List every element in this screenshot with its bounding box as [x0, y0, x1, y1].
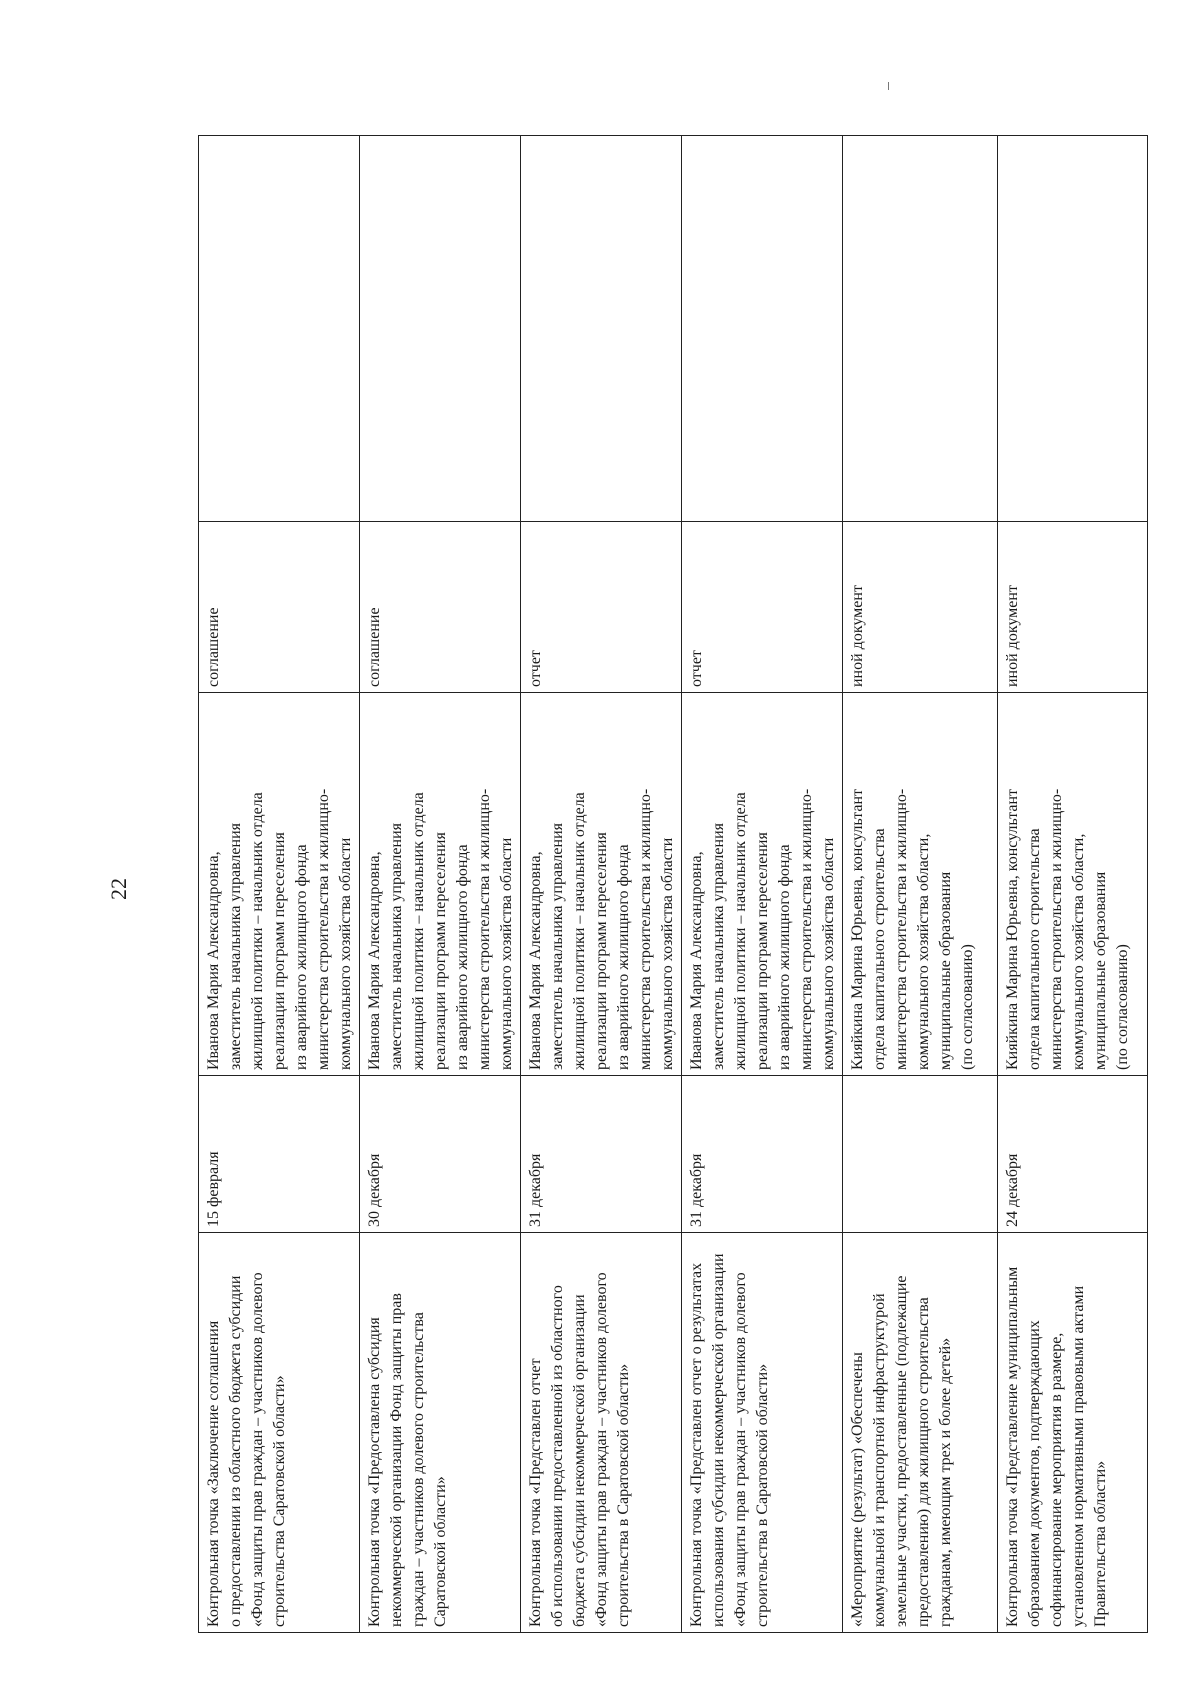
due-date-cell-text: 31 декабря — [688, 1153, 705, 1227]
cell-line: заместитель начальника управления — [549, 822, 566, 1070]
cell-line: «Мероприятие (результат) «Обеспечены — [849, 1352, 866, 1627]
document-type-cell — [682, 522, 843, 693]
cell-line: Контрольная точка «Заключение соглашения — [205, 1320, 222, 1627]
cell-line: муниципальные образования — [937, 871, 954, 1070]
table-body — [199, 136, 1148, 1633]
cell-line: заместитель начальника управления — [710, 822, 727, 1070]
due-date-cell — [843, 1076, 998, 1233]
milestone-name-cell — [521, 1233, 682, 1633]
document-type-cell-text: иной документ — [1004, 585, 1021, 687]
cell-line: использования субсидии некоммерческой организации — [710, 1253, 727, 1627]
cell-line: Контрольная точка «Представлен отчет о результатах — [688, 1262, 705, 1627]
cell-line: строительства в Саратовской области» — [754, 1363, 771, 1627]
milestone-name-cell — [360, 1233, 521, 1633]
cell-line: земельные участки, предоставленные (подлежащие — [893, 1275, 910, 1627]
empty-cell — [998, 136, 1148, 522]
scan-mark — [888, 82, 889, 90]
cell-line: гражданам, имеющим трех и более детей» — [937, 1337, 954, 1627]
due-date-cell-text: 30 декабря — [366, 1153, 383, 1227]
table-row — [843, 136, 998, 1633]
due-date-cell — [199, 1076, 360, 1233]
document-type-cell — [199, 522, 360, 693]
cell-line: Правительства области» — [1092, 1460, 1109, 1627]
milestone-name-cell — [843, 1233, 998, 1633]
cell-line: «Фонд защиты прав граждан – участников долевого — [249, 1272, 266, 1627]
cell-line: министерства строительства и жилищно- — [637, 788, 654, 1070]
cell-line: реализации программ переселения — [593, 832, 610, 1070]
empty-cell — [843, 136, 998, 522]
document-type-cell — [360, 522, 521, 693]
cell-line: заместитель начальника управления — [227, 822, 244, 1070]
rotated-page-content — [198, 136, 1148, 1633]
document-type-cell-text: иной документ — [849, 585, 866, 687]
table-row — [199, 136, 360, 1633]
cell-line: коммунального хозяйства области, — [915, 833, 932, 1070]
document-type-cell — [998, 522, 1148, 693]
cell-line: строительства в Саратовской области» — [615, 1363, 632, 1627]
cell-line: Иванова Мария Александровна, — [527, 851, 544, 1070]
cell-line: жилищной политики – начальник отдела — [410, 792, 427, 1070]
due-date-cell-text: 31 декабря — [527, 1153, 544, 1227]
cell-line: предоставлению) для жилищного строительства — [915, 1297, 932, 1627]
responsible-person-cell — [199, 693, 360, 1076]
cell-line: Кияйкина Марина Юрьевна, консультант — [849, 789, 866, 1070]
cell-line: софинансирование мероприятия в размере, — [1048, 1332, 1065, 1627]
document-type-cell — [843, 522, 998, 693]
document-type-cell-text: отчет — [688, 650, 705, 687]
responsible-person-cell — [360, 693, 521, 1076]
cell-line: Иванова Мария Александровна, — [366, 851, 383, 1070]
table-row — [521, 136, 682, 1633]
cell-line: Контрольная точка «Представлен отчет — [527, 1358, 544, 1627]
cell-line: (по согласованию) — [959, 944, 976, 1070]
due-date-cell-text: 15 февраля — [205, 1151, 222, 1227]
cell-line: жилищной политики – начальник отдела — [571, 792, 588, 1070]
cell-line: установленном нормативными правовыми актами — [1070, 1285, 1087, 1627]
cell-line: о предоставлении из областного бюджета субсидии — [227, 1275, 244, 1627]
cell-line: граждан – участников долевого строительства — [410, 1312, 427, 1627]
milestone-name-cell — [199, 1233, 360, 1633]
table-row — [682, 136, 843, 1633]
document-type-cell-text: отчет — [527, 650, 544, 687]
cell-line: бюджета субсидии некоммерческой организации — [571, 1294, 588, 1627]
cell-line: Контрольная точка «Предоставлена субсидия — [366, 1317, 383, 1627]
table-row — [360, 136, 521, 1633]
empty-cell — [521, 136, 682, 522]
cell-line: Кияйкина Марина Юрьевна, консультант — [1004, 789, 1021, 1070]
cell-line: (по согласованию) — [1114, 944, 1131, 1070]
cell-line: министерства строительства и жилищно- — [798, 788, 815, 1070]
empty-cell — [360, 136, 521, 522]
cell-line: реализации программ переселения — [754, 832, 771, 1070]
cell-line: из аварийного жилищного фонда — [776, 844, 793, 1070]
cell-line: отдела капитального строительства — [871, 828, 888, 1070]
cell-line: «Фонд защиты прав граждан – участников долевого — [593, 1272, 610, 1627]
page-number: 22 — [106, 878, 131, 900]
cell-line: Контрольная точка «Представление муниципальным — [1004, 1266, 1021, 1627]
cell-line: из аварийного жилищного фонда — [615, 844, 632, 1070]
cell-line: муниципальные образования — [1092, 871, 1109, 1070]
control-points-table — [198, 135, 1148, 1633]
document-type-cell — [521, 522, 682, 693]
cell-line: коммунальной и транспортной инфраструктурой — [871, 1293, 888, 1627]
due-date-cell — [682, 1076, 843, 1233]
table-row — [998, 136, 1148, 1633]
cell-line: коммунального хозяйства области — [659, 837, 676, 1070]
cell-line: жилищной политики – начальник отдела — [249, 792, 266, 1070]
cell-line: «Фонд защиты прав граждан – участников долевого — [732, 1272, 749, 1627]
cell-line: Иванова Мария Александровна, — [688, 851, 705, 1070]
cell-line: коммунального хозяйства области, — [1070, 833, 1087, 1070]
cell-line: отдела капитального строительства — [1026, 828, 1043, 1070]
responsible-person-cell — [682, 693, 843, 1076]
cell-line: некоммерческой организации Фонд защиты прав — [388, 1293, 405, 1627]
empty-cell — [199, 136, 360, 522]
cell-line: Саратовской области» — [432, 1476, 449, 1627]
cell-line: министерства строительства и жилищно- — [893, 788, 910, 1070]
due-date-cell — [521, 1076, 682, 1233]
cell-line: из аварийного жилищного фонда — [454, 844, 471, 1070]
responsible-person-cell — [521, 693, 682, 1076]
cell-line: коммунального хозяйства области — [820, 837, 837, 1070]
responsible-person-cell — [998, 693, 1148, 1076]
cell-line: Иванова Мария Александровна, — [205, 851, 222, 1070]
cell-line: образованием документов, подтверждающих — [1026, 1320, 1043, 1627]
cell-line: коммунального хозяйства области — [337, 837, 354, 1070]
cell-line: строительства Саратовской области» — [271, 1375, 288, 1627]
cell-line: об использовании предоставленной из областного — [549, 1285, 566, 1627]
due-date-cell — [998, 1076, 1148, 1233]
cell-line: реализации программ переселения — [432, 832, 449, 1070]
document-type-cell-text: соглашение — [205, 607, 222, 687]
cell-line: министерства строительства и жилищно- — [476, 788, 493, 1070]
due-date-cell-text: 24 декабря — [1004, 1153, 1021, 1227]
due-date-cell — [360, 1076, 521, 1233]
cell-line: заместитель начальника управления — [388, 822, 405, 1070]
cell-line: из аварийного жилищного фонда — [293, 844, 310, 1070]
cell-line: жилищной политики – начальник отдела — [732, 792, 749, 1070]
cell-line: реализации программ переселения — [271, 832, 288, 1070]
cell-line: министерства строительства и жилищно- — [315, 788, 332, 1070]
empty-cell — [682, 136, 843, 522]
cell-line: коммунального хозяйства области — [498, 837, 515, 1070]
milestone-name-cell — [682, 1233, 843, 1633]
responsible-person-cell — [843, 693, 998, 1076]
cell-line: министерства строительства и жилищно- — [1048, 788, 1065, 1070]
document-type-cell-text: соглашение — [366, 607, 383, 687]
milestone-name-cell — [998, 1233, 1148, 1633]
